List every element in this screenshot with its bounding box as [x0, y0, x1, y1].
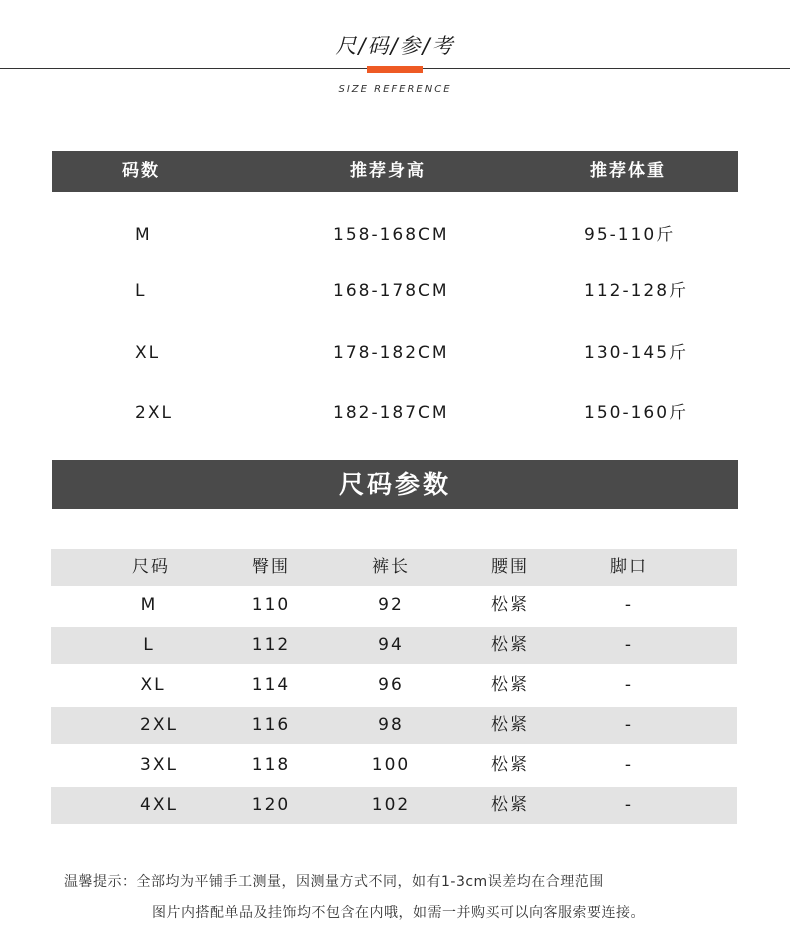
recommend-size: L: [135, 281, 147, 301]
param-length: 102: [371, 795, 411, 815]
recommend-weight: 95-110斤: [584, 225, 676, 245]
page-subtitle: SIZE REFERENCE: [338, 84, 452, 95]
param-size: 3XL: [140, 755, 178, 775]
recommend-weight: 112-128斤: [584, 281, 689, 301]
param-size: 2XL: [140, 715, 178, 735]
param-hip: 116: [251, 715, 291, 735]
param-length: 96: [378, 675, 404, 695]
param-hip: 120: [251, 795, 291, 815]
table-row: [51, 747, 737, 784]
param-hem: -: [624, 595, 634, 615]
param-hem: -: [624, 795, 634, 815]
table-row: [51, 627, 737, 664]
param-hem: -: [624, 715, 634, 735]
param-length: 98: [378, 715, 404, 735]
param-hip: 114: [251, 675, 291, 695]
param-length: 92: [378, 595, 404, 615]
param-length: 94: [378, 635, 404, 655]
measurement-note: 温馨提示：全部均为平铺手工测量，因测量方式不同，如有1-3cm误差均在合理范围: [64, 874, 604, 890]
table-row: [51, 787, 737, 824]
param-waist: 松紧: [491, 635, 529, 655]
param-length: 100: [371, 755, 411, 775]
header-accent-bar: [367, 66, 423, 73]
recommend-size: XL: [135, 343, 161, 363]
param-waist: 松紧: [491, 795, 529, 815]
recommend-height: 178-182CM: [333, 343, 449, 363]
column-header-length: 裤长: [372, 557, 410, 577]
column-header-size: 尺码: [132, 557, 170, 577]
param-table-header: [51, 549, 737, 586]
column-header-waist: 腰围: [491, 557, 529, 577]
recommend-row: [52, 333, 738, 374]
recommend-weight: 130-145斤: [584, 343, 689, 363]
accessories-note: 图片内搭配单品及挂饰均不包含在内哦，如需一并购买可以向客服索要连接。: [152, 905, 645, 921]
table-row: [51, 667, 737, 704]
param-waist: 松紧: [491, 715, 529, 735]
param-size: XL: [140, 675, 166, 695]
param-hem: -: [624, 755, 634, 775]
recommend-row: [52, 393, 738, 434]
recommend-row: [52, 271, 738, 312]
column-header-height: 推荐身高: [350, 161, 426, 181]
param-hem: -: [624, 635, 634, 655]
param-size: L: [143, 635, 155, 655]
recommend-table-header: [52, 151, 738, 192]
column-header-size: 码数: [122, 161, 160, 181]
table-row: [51, 707, 737, 744]
column-header-weight: 推荐体重: [590, 161, 666, 181]
param-hip: 118: [251, 755, 291, 775]
recommend-size: M: [135, 225, 152, 245]
param-waist: 松紧: [491, 595, 529, 615]
size-parameters-banner: 尺码参数: [52, 460, 738, 509]
recommend-weight: 150-160斤: [584, 403, 689, 423]
param-hip: 112: [251, 635, 291, 655]
param-size: 4XL: [140, 795, 178, 815]
recommend-height: 168-178CM: [333, 281, 449, 301]
recommend-size: 2XL: [135, 403, 173, 423]
column-header-hip: 臀围: [252, 557, 290, 577]
column-header-hem: 脚口: [610, 557, 648, 577]
recommend-height: 158-168CM: [333, 225, 449, 245]
param-waist: 松紧: [491, 755, 529, 775]
param-hip: 110: [251, 595, 291, 615]
recommend-height: 182-187CM: [333, 403, 449, 423]
table-row: [51, 587, 737, 624]
param-hem: -: [624, 675, 634, 695]
param-waist: 松紧: [491, 675, 529, 695]
page-title: 尺/码/参/考: [335, 34, 455, 58]
param-size: M: [140, 595, 158, 615]
recommend-row: [52, 215, 738, 256]
